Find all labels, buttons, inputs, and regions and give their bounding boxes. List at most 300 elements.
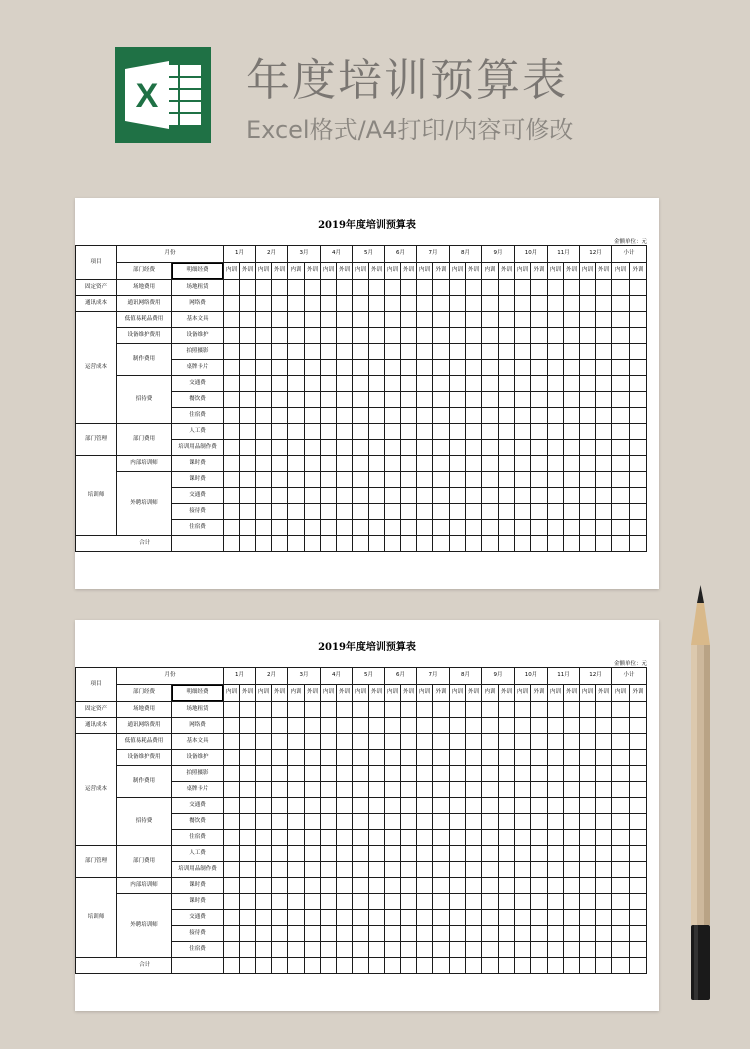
- amount-cell[interactable]: [564, 328, 580, 344]
- amount-cell[interactable]: [433, 520, 450, 536]
- amount-cell[interactable]: [515, 312, 531, 328]
- amount-cell[interactable]: [256, 750, 272, 766]
- amount-cell[interactable]: [499, 862, 515, 878]
- amount-cell[interactable]: [531, 750, 548, 766]
- amount-cell[interactable]: [630, 750, 647, 766]
- amount-cell[interactable]: [580, 520, 596, 536]
- amount-cell[interactable]: [596, 894, 612, 910]
- amount-cell[interactable]: [548, 766, 564, 782]
- amount-cell[interactable]: [580, 408, 596, 424]
- amount-cell[interactable]: [580, 536, 596, 552]
- amount-cell[interactable]: [630, 830, 647, 846]
- amount-cell[interactable]: [369, 472, 385, 488]
- amount-cell[interactable]: [612, 424, 630, 440]
- amount-cell[interactable]: [417, 910, 433, 926]
- amount-cell[interactable]: [369, 408, 385, 424]
- amount-cell[interactable]: [548, 392, 564, 408]
- amount-cell[interactable]: [482, 488, 499, 504]
- amount-cell[interactable]: [337, 424, 353, 440]
- amount-cell[interactable]: [612, 942, 630, 958]
- amount-cell[interactable]: [531, 424, 548, 440]
- amount-cell[interactable]: [548, 456, 564, 472]
- amount-cell[interactable]: [288, 878, 305, 894]
- amount-cell[interactable]: [272, 504, 288, 520]
- amount-cell[interactable]: [564, 702, 580, 718]
- amount-cell[interactable]: [321, 798, 337, 814]
- amount-cell[interactable]: [385, 456, 401, 472]
- amount-cell[interactable]: [272, 424, 288, 440]
- amount-cell[interactable]: [482, 424, 499, 440]
- amount-cell[interactable]: [515, 360, 531, 376]
- amount-cell[interactable]: [499, 958, 515, 974]
- amount-cell[interactable]: [499, 766, 515, 782]
- amount-cell[interactable]: [564, 894, 580, 910]
- amount-cell[interactable]: [580, 766, 596, 782]
- amount-cell[interactable]: [564, 456, 580, 472]
- amount-cell[interactable]: [256, 814, 272, 830]
- amount-cell[interactable]: [531, 878, 548, 894]
- amount-cell[interactable]: [548, 926, 564, 942]
- amount-cell[interactable]: [482, 440, 499, 456]
- amount-cell[interactable]: [596, 782, 612, 798]
- amount-cell[interactable]: [288, 440, 305, 456]
- amount-cell[interactable]: [450, 360, 466, 376]
- amount-cell[interactable]: [531, 734, 548, 750]
- amount-cell[interactable]: [580, 504, 596, 520]
- amount-cell[interactable]: [272, 734, 288, 750]
- amount-cell[interactable]: [466, 296, 482, 312]
- amount-cell[interactable]: [353, 392, 369, 408]
- amount-cell[interactable]: [499, 846, 515, 862]
- detail-expense-header[interactable]: 明细经费: [172, 263, 224, 280]
- amount-cell[interactable]: [305, 392, 321, 408]
- amount-cell[interactable]: [482, 392, 499, 408]
- amount-cell[interactable]: [337, 472, 353, 488]
- amount-cell[interactable]: [450, 958, 466, 974]
- amount-cell[interactable]: [433, 926, 450, 942]
- amount-cell[interactable]: [564, 520, 580, 536]
- amount-cell[interactable]: [630, 328, 647, 344]
- amount-cell[interactable]: [305, 376, 321, 392]
- amount-cell[interactable]: [612, 440, 630, 456]
- amount-cell[interactable]: [417, 296, 433, 312]
- amount-cell[interactable]: [433, 408, 450, 424]
- amount-cell[interactable]: [531, 280, 548, 296]
- amount-cell[interactable]: [272, 472, 288, 488]
- amount-cell[interactable]: [466, 280, 482, 296]
- amount-cell[interactable]: [580, 942, 596, 958]
- amount-cell[interactable]: [321, 942, 337, 958]
- amount-cell[interactable]: [564, 766, 580, 782]
- amount-cell[interactable]: [369, 782, 385, 798]
- amount-cell[interactable]: [482, 344, 499, 360]
- amount-cell[interactable]: [385, 830, 401, 846]
- amount-cell[interactable]: [630, 798, 647, 814]
- amount-cell[interactable]: [433, 296, 450, 312]
- amount-cell[interactable]: [548, 408, 564, 424]
- amount-cell[interactable]: [256, 846, 272, 862]
- amount-cell[interactable]: [401, 942, 417, 958]
- amount-cell[interactable]: [564, 910, 580, 926]
- amount-cell[interactable]: [256, 942, 272, 958]
- amount-cell[interactable]: [353, 846, 369, 862]
- amount-cell[interactable]: [612, 862, 630, 878]
- amount-cell[interactable]: [612, 328, 630, 344]
- amount-cell[interactable]: [337, 702, 353, 718]
- amount-cell[interactable]: [353, 814, 369, 830]
- amount-cell[interactable]: [580, 702, 596, 718]
- amount-cell[interactable]: [450, 392, 466, 408]
- amount-cell[interactable]: [305, 846, 321, 862]
- amount-cell[interactable]: [564, 862, 580, 878]
- amount-cell[interactable]: [531, 958, 548, 974]
- amount-cell[interactable]: [515, 830, 531, 846]
- amount-cell[interactable]: [433, 958, 450, 974]
- amount-cell[interactable]: [369, 392, 385, 408]
- amount-cell[interactable]: [305, 718, 321, 734]
- amount-cell[interactable]: [272, 344, 288, 360]
- amount-cell[interactable]: [385, 520, 401, 536]
- amount-cell[interactable]: [450, 910, 466, 926]
- amount-cell[interactable]: [385, 862, 401, 878]
- amount-cell[interactable]: [612, 830, 630, 846]
- amount-cell[interactable]: [531, 814, 548, 830]
- amount-cell[interactable]: [321, 376, 337, 392]
- amount-cell[interactable]: [433, 280, 450, 296]
- amount-cell[interactable]: [321, 878, 337, 894]
- amount-cell[interactable]: [272, 862, 288, 878]
- amount-cell[interactable]: [337, 392, 353, 408]
- amount-cell[interactable]: [417, 862, 433, 878]
- amount-cell[interactable]: [272, 718, 288, 734]
- amount-cell[interactable]: [353, 280, 369, 296]
- amount-cell[interactable]: [531, 456, 548, 472]
- amount-cell[interactable]: [305, 440, 321, 456]
- amount-cell[interactable]: [482, 456, 499, 472]
- amount-cell[interactable]: [482, 926, 499, 942]
- amount-cell[interactable]: [596, 360, 612, 376]
- amount-cell[interactable]: [548, 894, 564, 910]
- amount-cell[interactable]: [321, 312, 337, 328]
- amount-cell[interactable]: [401, 878, 417, 894]
- amount-cell[interactable]: [401, 766, 417, 782]
- amount-cell[interactable]: [337, 894, 353, 910]
- amount-cell[interactable]: [482, 862, 499, 878]
- amount-cell[interactable]: [385, 734, 401, 750]
- amount-cell[interactable]: [482, 328, 499, 344]
- amount-cell[interactable]: [385, 926, 401, 942]
- amount-cell[interactable]: [385, 280, 401, 296]
- amount-cell[interactable]: [417, 360, 433, 376]
- amount-cell[interactable]: [337, 942, 353, 958]
- amount-cell[interactable]: [548, 702, 564, 718]
- amount-cell[interactable]: [515, 472, 531, 488]
- amount-cell[interactable]: [385, 472, 401, 488]
- amount-cell[interactable]: [630, 846, 647, 862]
- amount-cell[interactable]: [417, 830, 433, 846]
- amount-cell[interactable]: [224, 488, 240, 504]
- amount-cell[interactable]: [433, 440, 450, 456]
- amount-cell[interactable]: [482, 734, 499, 750]
- amount-cell[interactable]: [305, 926, 321, 942]
- amount-cell[interactable]: [401, 296, 417, 312]
- amount-cell[interactable]: [369, 942, 385, 958]
- amount-cell[interactable]: [224, 894, 240, 910]
- amount-cell[interactable]: [288, 926, 305, 942]
- amount-cell[interactable]: [612, 456, 630, 472]
- amount-cell[interactable]: [305, 894, 321, 910]
- amount-cell[interactable]: [224, 408, 240, 424]
- amount-cell[interactable]: [288, 798, 305, 814]
- amount-cell[interactable]: [240, 734, 256, 750]
- amount-cell[interactable]: [385, 702, 401, 718]
- amount-cell[interactable]: [450, 504, 466, 520]
- amount-cell[interactable]: [369, 846, 385, 862]
- amount-cell[interactable]: [224, 926, 240, 942]
- amount-cell[interactable]: [272, 392, 288, 408]
- amount-cell[interactable]: [369, 360, 385, 376]
- amount-cell[interactable]: [450, 408, 466, 424]
- amount-cell[interactable]: [240, 750, 256, 766]
- amount-cell[interactable]: [224, 878, 240, 894]
- amount-cell[interactable]: [580, 894, 596, 910]
- amount-cell[interactable]: [401, 376, 417, 392]
- amount-cell[interactable]: [240, 360, 256, 376]
- amount-cell[interactable]: [305, 472, 321, 488]
- amount-cell[interactable]: [256, 376, 272, 392]
- amount-cell[interactable]: [596, 520, 612, 536]
- amount-cell[interactable]: [596, 424, 612, 440]
- amount-cell[interactable]: [564, 734, 580, 750]
- amount-cell[interactable]: [288, 894, 305, 910]
- amount-cell[interactable]: [564, 296, 580, 312]
- amount-cell[interactable]: [612, 344, 630, 360]
- amount-cell[interactable]: [337, 846, 353, 862]
- amount-cell[interactable]: [256, 344, 272, 360]
- amount-cell[interactable]: [499, 814, 515, 830]
- amount-cell[interactable]: [531, 798, 548, 814]
- amount-cell[interactable]: [240, 536, 256, 552]
- amount-cell[interactable]: [564, 408, 580, 424]
- amount-cell[interactable]: [580, 734, 596, 750]
- amount-cell[interactable]: [401, 424, 417, 440]
- amount-cell[interactable]: [433, 894, 450, 910]
- amount-cell[interactable]: [224, 312, 240, 328]
- amount-cell[interactable]: [321, 830, 337, 846]
- amount-cell[interactable]: [240, 376, 256, 392]
- amount-cell[interactable]: [499, 504, 515, 520]
- amount-cell[interactable]: [499, 830, 515, 846]
- amount-cell[interactable]: [564, 830, 580, 846]
- amount-cell[interactable]: [433, 504, 450, 520]
- amount-cell[interactable]: [482, 894, 499, 910]
- amount-cell[interactable]: [531, 942, 548, 958]
- amount-cell[interactable]: [256, 504, 272, 520]
- amount-cell[interactable]: [515, 798, 531, 814]
- amount-cell[interactable]: [515, 344, 531, 360]
- amount-cell[interactable]: [482, 846, 499, 862]
- amount-cell[interactable]: [369, 312, 385, 328]
- amount-cell[interactable]: [401, 734, 417, 750]
- amount-cell[interactable]: [612, 926, 630, 942]
- amount-cell[interactable]: [321, 958, 337, 974]
- amount-cell[interactable]: [630, 862, 647, 878]
- amount-cell[interactable]: [630, 734, 647, 750]
- amount-cell[interactable]: [564, 942, 580, 958]
- amount-cell[interactable]: [531, 782, 548, 798]
- amount-cell[interactable]: [531, 718, 548, 734]
- amount-cell[interactable]: [353, 424, 369, 440]
- amount-cell[interactable]: [580, 814, 596, 830]
- amount-cell[interactable]: [499, 718, 515, 734]
- amount-cell[interactable]: [353, 456, 369, 472]
- amount-cell[interactable]: [612, 910, 630, 926]
- amount-cell[interactable]: [369, 376, 385, 392]
- amount-cell[interactable]: [499, 344, 515, 360]
- amount-cell[interactable]: [417, 504, 433, 520]
- amount-cell[interactable]: [417, 702, 433, 718]
- amount-cell[interactable]: [548, 958, 564, 974]
- amount-cell[interactable]: [433, 488, 450, 504]
- amount-cell[interactable]: [596, 734, 612, 750]
- amount-cell[interactable]: [385, 894, 401, 910]
- amount-cell[interactable]: [224, 750, 240, 766]
- amount-cell[interactable]: [630, 312, 647, 328]
- amount-cell[interactable]: [548, 910, 564, 926]
- amount-cell[interactable]: [337, 408, 353, 424]
- amount-cell[interactable]: [466, 734, 482, 750]
- amount-cell[interactable]: [531, 392, 548, 408]
- amount-cell[interactable]: [401, 456, 417, 472]
- amount-cell[interactable]: [353, 878, 369, 894]
- amount-cell[interactable]: [288, 376, 305, 392]
- amount-cell[interactable]: [531, 328, 548, 344]
- amount-cell[interactable]: [305, 504, 321, 520]
- amount-cell[interactable]: [466, 830, 482, 846]
- amount-cell[interactable]: [256, 440, 272, 456]
- amount-cell[interactable]: [305, 344, 321, 360]
- amount-cell[interactable]: [580, 280, 596, 296]
- amount-cell[interactable]: [466, 942, 482, 958]
- amount-cell[interactable]: [466, 472, 482, 488]
- amount-cell[interactable]: [224, 328, 240, 344]
- amount-cell[interactable]: [240, 846, 256, 862]
- amount-cell[interactable]: [630, 958, 647, 974]
- amount-cell[interactable]: [369, 456, 385, 472]
- amount-cell[interactable]: [466, 520, 482, 536]
- amount-cell[interactable]: [385, 408, 401, 424]
- amount-cell[interactable]: [482, 782, 499, 798]
- amount-cell[interactable]: [353, 328, 369, 344]
- amount-cell[interactable]: [450, 376, 466, 392]
- amount-cell[interactable]: [288, 718, 305, 734]
- amount-cell[interactable]: [466, 846, 482, 862]
- amount-cell[interactable]: [630, 296, 647, 312]
- amount-cell[interactable]: [482, 504, 499, 520]
- amount-cell[interactable]: [305, 814, 321, 830]
- amount-cell[interactable]: [385, 360, 401, 376]
- amount-cell[interactable]: [385, 878, 401, 894]
- amount-cell[interactable]: [417, 408, 433, 424]
- amount-cell[interactable]: [337, 814, 353, 830]
- amount-cell[interactable]: [499, 942, 515, 958]
- amount-cell[interactable]: [482, 910, 499, 926]
- amount-cell[interactable]: [548, 750, 564, 766]
- amount-cell[interactable]: [482, 408, 499, 424]
- amount-cell[interactable]: [337, 344, 353, 360]
- amount-cell[interactable]: [272, 536, 288, 552]
- amount-cell[interactable]: [288, 360, 305, 376]
- amount-cell[interactable]: [466, 718, 482, 734]
- amount-cell[interactable]: [580, 782, 596, 798]
- amount-cell[interactable]: [531, 376, 548, 392]
- amount-cell[interactable]: [385, 328, 401, 344]
- amount-cell[interactable]: [224, 798, 240, 814]
- amount-cell[interactable]: [256, 360, 272, 376]
- amount-cell[interactable]: [580, 296, 596, 312]
- amount-cell[interactable]: [288, 296, 305, 312]
- amount-cell[interactable]: [531, 910, 548, 926]
- amount-cell[interactable]: [337, 766, 353, 782]
- amount-cell[interactable]: [515, 376, 531, 392]
- amount-cell[interactable]: [272, 328, 288, 344]
- amount-cell[interactable]: [433, 312, 450, 328]
- amount-cell[interactable]: [548, 440, 564, 456]
- amount-cell[interactable]: [288, 472, 305, 488]
- amount-cell[interactable]: [630, 280, 647, 296]
- amount-cell[interactable]: [482, 878, 499, 894]
- amount-cell[interactable]: [417, 926, 433, 942]
- amount-cell[interactable]: [450, 312, 466, 328]
- amount-cell[interactable]: [630, 766, 647, 782]
- amount-cell[interactable]: [337, 328, 353, 344]
- amount-cell[interactable]: [596, 702, 612, 718]
- amount-cell[interactable]: [580, 878, 596, 894]
- amount-cell[interactable]: [369, 296, 385, 312]
- amount-cell[interactable]: [630, 878, 647, 894]
- amount-cell[interactable]: [353, 312, 369, 328]
- amount-cell[interactable]: [321, 424, 337, 440]
- amount-cell[interactable]: [499, 440, 515, 456]
- amount-cell[interactable]: [288, 504, 305, 520]
- amount-cell[interactable]: [369, 488, 385, 504]
- amount-cell[interactable]: [369, 894, 385, 910]
- amount-cell[interactable]: [548, 280, 564, 296]
- amount-cell[interactable]: [548, 846, 564, 862]
- amount-cell[interactable]: [256, 280, 272, 296]
- amount-cell[interactable]: [596, 814, 612, 830]
- amount-cell[interactable]: [337, 280, 353, 296]
- amount-cell[interactable]: [272, 846, 288, 862]
- amount-cell[interactable]: [305, 312, 321, 328]
- amount-cell[interactable]: [466, 376, 482, 392]
- amount-cell[interactable]: [450, 830, 466, 846]
- amount-cell[interactable]: [305, 766, 321, 782]
- amount-cell[interactable]: [596, 344, 612, 360]
- amount-cell[interactable]: [337, 910, 353, 926]
- amount-cell[interactable]: [596, 440, 612, 456]
- amount-cell[interactable]: [450, 702, 466, 718]
- amount-cell[interactable]: [499, 894, 515, 910]
- amount-cell[interactable]: [385, 504, 401, 520]
- amount-cell[interactable]: [401, 862, 417, 878]
- amount-cell[interactable]: [466, 504, 482, 520]
- amount-cell[interactable]: [531, 766, 548, 782]
- amount-cell[interactable]: [596, 846, 612, 862]
- amount-cell[interactable]: [385, 296, 401, 312]
- amount-cell[interactable]: [630, 488, 647, 504]
- amount-cell[interactable]: [288, 766, 305, 782]
